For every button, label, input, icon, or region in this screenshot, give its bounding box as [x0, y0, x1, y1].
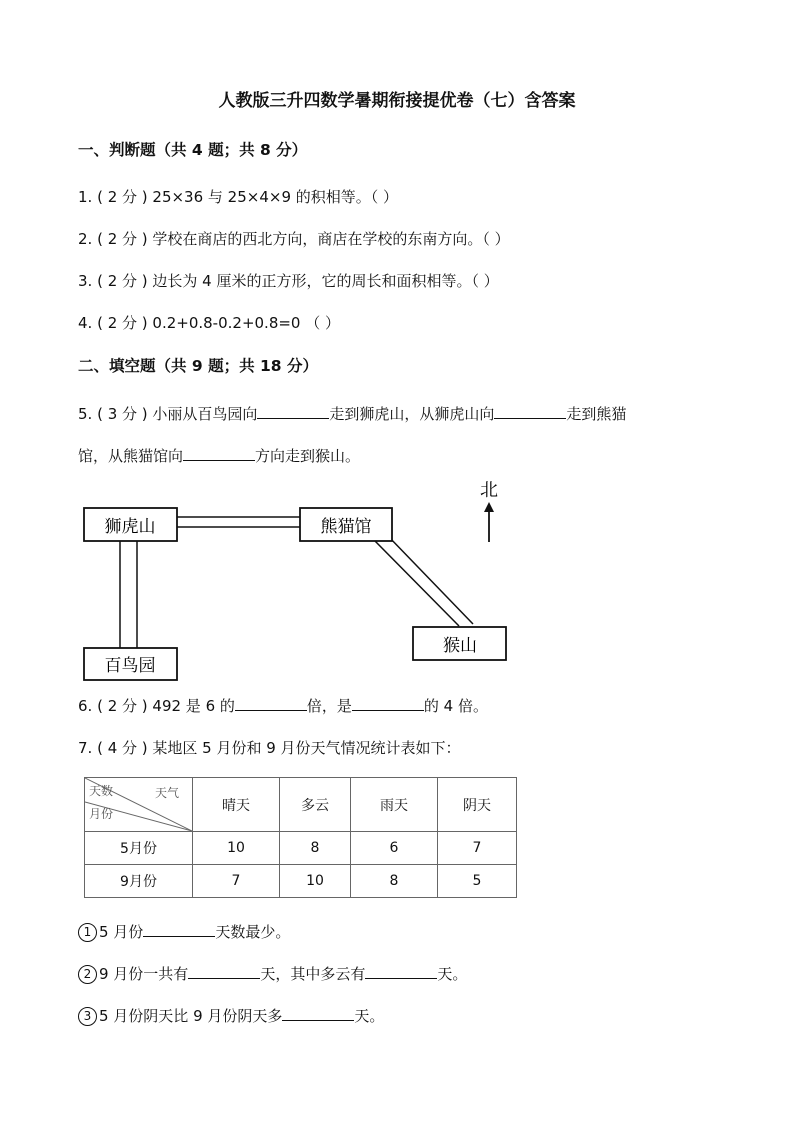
- circled-number: 3: [78, 1007, 97, 1026]
- col-header-rainy: 雨天: [351, 778, 438, 832]
- corner-label-weather: 天气: [155, 786, 180, 800]
- table-cell: 6: [351, 832, 438, 865]
- table-cell: 7: [193, 865, 280, 898]
- road-lion-panda: [177, 517, 300, 527]
- q5-text-e: 方向走到猴山。: [255, 447, 361, 465]
- sub2-text-c: 天。: [437, 965, 468, 983]
- corner-label-days: 天数: [89, 784, 114, 798]
- table-cell: 8: [280, 832, 351, 865]
- question-3: 3. ( 2 分 ) 边长为 4 厘米的正方形，它的周长和面积相等。（ ）: [78, 272, 499, 290]
- col-header-overcast: 阴天: [438, 778, 517, 832]
- q5-text-c: 走到熊猫: [566, 405, 627, 423]
- sub2-text-a: 9 月份一共有: [99, 965, 189, 983]
- q5-blank-3[interactable]: [183, 446, 255, 461]
- table-cell: 8: [351, 865, 438, 898]
- q5-text-b: 走到狮虎山，从狮虎山向: [329, 405, 495, 423]
- section-heading-fill: 二、填空题（共 9 题；共 18 分）: [78, 357, 318, 375]
- zoo-map-diagram: [0, 470, 794, 690]
- sub3-blank[interactable]: [282, 1006, 354, 1021]
- q5-blank-1[interactable]: [257, 404, 329, 419]
- sub3-text-a: 5 月份阴天比 9 月份阴天多: [99, 1007, 283, 1025]
- weather-table: [84, 777, 517, 898]
- corner-label-month: 月份: [89, 807, 114, 821]
- question-2: 2. ( 2 分 ) 学校在商店的西北方向，商店在学校的东南方向。（ ）: [78, 230, 510, 248]
- table-cell: 7: [438, 832, 517, 865]
- table-row: [85, 832, 517, 865]
- sub2-text-b: 天，其中多云有: [260, 965, 366, 983]
- sub2-blank-1[interactable]: [188, 964, 260, 979]
- row-label: 5月份: [85, 832, 193, 865]
- place-label-panda-hall: 熊猫馆: [320, 517, 372, 537]
- road-lion-bird: [120, 540, 137, 648]
- q6-text-b: 倍，是: [306, 697, 352, 715]
- question-1: 1. ( 2 分 ) 25×36 与 25×4×9 的积相等。（ ）: [78, 188, 399, 206]
- question-7-sub-3: [78, 1005, 384, 1026]
- sub2-blank-2[interactable]: [365, 964, 437, 979]
- sub1-text-b: 天数最少。: [215, 923, 291, 941]
- col-header-cloudy: 多云: [280, 778, 351, 832]
- table-cell: 10: [193, 832, 280, 865]
- question-7-sub-1: [78, 921, 290, 942]
- q6-blank-2[interactable]: [352, 696, 424, 711]
- col-header-sunny: 晴天: [193, 778, 280, 832]
- section-heading-judgement: 一、判断题（共 4 题；共 8 分）: [78, 141, 308, 159]
- page-title: 人教版三升四数学暑期衔接提优卷（七）含答案: [218, 91, 576, 111]
- question-6: [78, 695, 488, 716]
- q5-blank-2[interactable]: [494, 404, 566, 419]
- table-row: [85, 865, 517, 898]
- place-label-monkey-hill: 猴山: [443, 636, 477, 656]
- q6-text-a: 6. ( 2 分 ) 492 是 6 的: [78, 697, 235, 715]
- road-panda-monkey: [374, 536, 473, 626]
- q5-text-d: 馆，从熊猫馆向: [78, 447, 184, 465]
- question-5-line2: [78, 445, 360, 466]
- table-header-row: [85, 778, 517, 832]
- question-7-intro: 7. ( 4 分 ) 某地区 5 月份和 9 月份天气情况统计表如下：: [78, 739, 461, 757]
- table-cell: 5: [438, 865, 517, 898]
- circled-number: 2: [78, 965, 97, 984]
- question-5-line1: [78, 403, 626, 424]
- place-label-bird-garden: 百鸟园: [104, 656, 156, 676]
- table-cell: 10: [280, 865, 351, 898]
- question-7-sub-2: [78, 963, 467, 984]
- q6-blank-1[interactable]: [235, 696, 307, 711]
- row-label: 9月份: [85, 865, 193, 898]
- question-4: 4. ( 2 分 ) 0.2+0.8-0.2+0.8=0 （ ）: [78, 314, 341, 332]
- sub3-text-b: 天。: [354, 1007, 385, 1025]
- north-arrow-icon: [484, 502, 494, 542]
- sub1-text-a: 5 月份: [99, 923, 144, 941]
- circled-number: 1: [78, 923, 97, 942]
- sub1-blank[interactable]: [143, 922, 215, 937]
- table-corner-cell: [85, 778, 193, 832]
- q6-text-c: 的 4 倍。: [423, 697, 488, 715]
- north-label: 北: [480, 480, 498, 501]
- q5-text-a: 5. ( 3 分 ) 小丽从百鸟园向: [78, 405, 258, 423]
- place-label-lion-hill: 狮虎山: [104, 517, 156, 537]
